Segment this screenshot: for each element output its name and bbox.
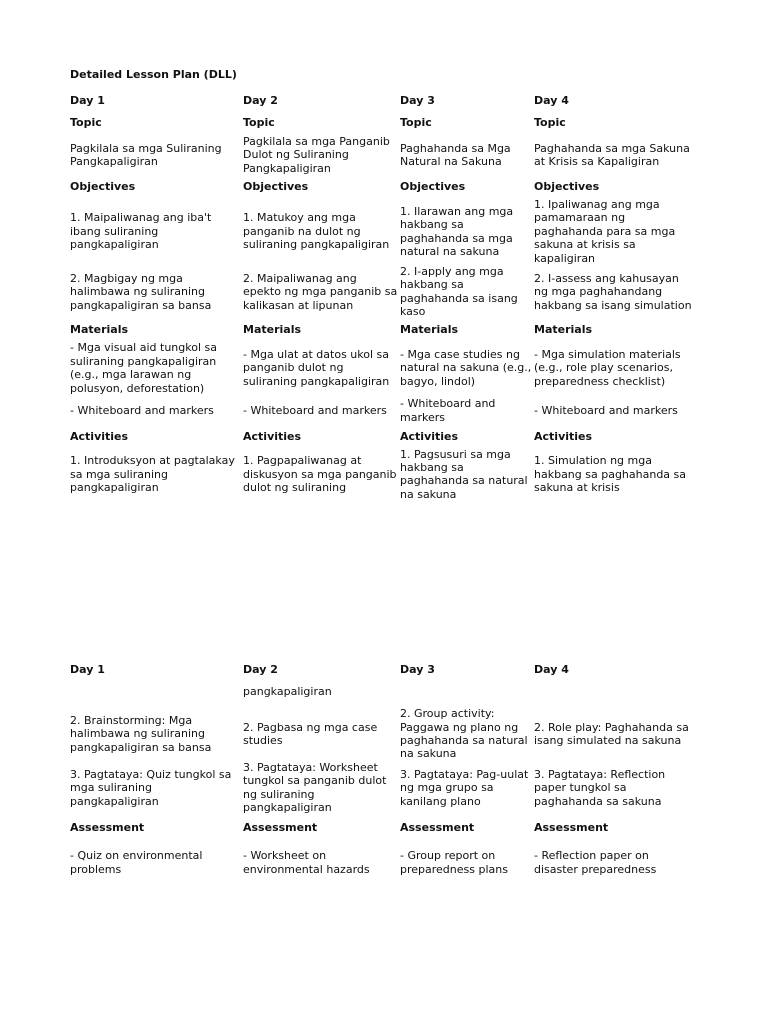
table-header-cell: Day 1 (70, 663, 105, 677)
table-cell: Paghahanda sa Mga Natural na Sakuna (400, 141, 511, 168)
table-header-cell: Objectives (534, 180, 600, 194)
table-cell (400, 677, 534, 707)
table-header-cell: Objectives (70, 180, 136, 194)
table-row (70, 677, 698, 707)
table-cell: 1. Ipaliwanag ang mga pamamaraan ng paghahanda para sa mga sakuna at krisis sa kapaligiran (534, 198, 676, 265)
table-header-cell: Activities (400, 429, 459, 443)
table-cell (534, 677, 698, 707)
table-header-cell: Day 3 (400, 94, 435, 108)
table-cell: 3. Pagtataya: Worksheet tungkol sa panganib dulot ng suliraning pangkapaligiran (243, 761, 387, 815)
table-header-cell: Topic (400, 116, 432, 130)
table-header-cell: Assessment (400, 820, 475, 834)
table-cell (70, 677, 243, 707)
table-cell: - Mga simulation materials (e.g., role play scenarios, preparedness checklist) (534, 348, 681, 388)
table-row (70, 448, 698, 502)
document-title: Detailed Lesson Plan (DLL) (70, 68, 237, 81)
table-row (70, 396, 698, 426)
table-cell: 3. Pagtataya: Quiz tungkol sa mga suliraning pangkapaligiran (70, 767, 232, 808)
table-row (70, 841, 698, 885)
table-header-cell: Topic (243, 116, 275, 130)
table-cell: Pagkilala sa mga Panganib Dulot ng Suliraning Pangkapaligiran (243, 134, 390, 175)
table-cell: 2. Magbigay ng mga halimbawa ng suliraning pangkapaligiran sa bansa (70, 271, 212, 312)
table-cell: - Worksheet on environmental hazards (243, 849, 370, 876)
table-header-cell: Objectives (400, 180, 466, 194)
table-header-cell: Materials (70, 322, 129, 336)
table-header-cell: Activities (534, 429, 593, 443)
table-row (70, 761, 698, 815)
table-row (70, 112, 698, 134)
table-cell: 1. Matukoy ang mga panganib na dulot ng suliraning pangkapaligiran (243, 211, 390, 252)
table-row (70, 707, 698, 761)
table-row (70, 176, 698, 198)
table-cell: 3. Pagtataya: Pag-uulat ng mga grupo sa kanilang plano (400, 767, 529, 808)
table-cell: 2. Pagbasa ng mga case studies (243, 720, 378, 747)
table-header-cell: Day 4 (534, 94, 569, 108)
table-cell: - Group report on preparedness plans (400, 849, 508, 876)
lesson-plan-table-part-1 (70, 90, 698, 501)
table-cell: 1. Pagsusuri sa mga hakbang sa paghahanda sa natural na sakuna (400, 447, 528, 501)
table-header-cell: Day 2 (243, 663, 278, 677)
table-header-cell: Materials (400, 322, 459, 336)
table-cell: pangkapaligiran (243, 685, 332, 699)
table-cell: - Whiteboard and markers (243, 403, 387, 417)
table-cell: 2. I-apply ang mga hakbang sa paghahanda sa isang kaso (400, 265, 518, 319)
table-row (70, 815, 698, 841)
table-header-cell: Topic (70, 116, 102, 130)
table-header-cell: Topic (534, 116, 566, 130)
table-row (70, 265, 698, 319)
table-cell: 2. Group activity: Paggawa ng plano ng paghahanda sa natural na sakuna (400, 707, 528, 761)
table-cell: Paghahanda sa mga Sakuna at Krisis sa Kapaligiran (534, 141, 690, 168)
table-cell: - Quiz on environmental problems (70, 849, 203, 876)
table-cell: Pagkilala sa mga Suliraning Pangkapaligiran (70, 141, 222, 168)
table-header-cell: Day 3 (400, 663, 435, 677)
table-header-cell: Day 4 (534, 663, 569, 677)
table-header-cell: Assessment (70, 820, 145, 834)
table-row (70, 319, 698, 341)
table-cell: - Whiteboard and markers (70, 403, 214, 417)
table-header-cell: Day 2 (243, 94, 278, 108)
table-row (70, 134, 698, 176)
table-header-cell: Assessment (534, 820, 609, 834)
table-header-cell: Activities (243, 429, 302, 443)
table-cell: - Whiteboard and markers (400, 397, 496, 424)
table-cell: - Whiteboard and markers (534, 403, 678, 417)
table-cell: 1. Ilarawan ang mga hakbang sa paghahanda sa mga natural na sakuna (400, 204, 514, 258)
table-header-cell: Activities (70, 429, 129, 443)
table-header-cell: Materials (243, 322, 302, 336)
table-header-cell: Day 1 (70, 94, 105, 108)
table-cell: - Mga ulat at datos ukol sa panganib dulot ng suliraning pangkapaligiran (243, 348, 390, 388)
table-cell: 2. I-assess ang kahusayan ng mga paghahandang hakbang sa isang simulation (534, 271, 692, 312)
table-cell: 2. Brainstorming: Mga halimbawa ng suliraning pangkapaligiran sa bansa (70, 713, 212, 754)
table-cell: 3. Pagtataya: Reflection paper tungkol sa paghahanda sa sakuna (534, 767, 666, 808)
table-cell: 1. Maipaliwanag ang iba't ibang suliraning pangkapaligiran (70, 211, 212, 252)
table-row (70, 90, 698, 112)
table-header-cell: Objectives (243, 180, 309, 194)
table-row (70, 198, 698, 265)
table-cell: 1. Pagpapaliwanag at diskusyon sa mga panganib dulot ng suliraning (243, 454, 397, 495)
table-row (70, 663, 698, 677)
table-row (70, 341, 698, 396)
table-row (70, 426, 698, 448)
table-cell: - Mga visual aid tungkol sa suliraning pangkapaligiran (e.g., mga larawan ng polusyon, deforestation) (70, 341, 217, 395)
table-cell: - Mga case studies ng natural na sakuna (e.g., bagyo, lindol) (400, 348, 532, 388)
table-cell: 2. Maipaliwanag ang epekto ng mga panganib sa kalikasan at lipunan (243, 271, 398, 312)
table-cell: 2. Role play: Paghahanda sa isang simulated na sakuna (534, 720, 689, 747)
table-header-cell: Assessment (243, 820, 318, 834)
table-cell: 1. Introduksyon at pagtalakay sa mga suliraning pangkapaligiran (70, 454, 235, 495)
table-header-cell: Materials (534, 322, 593, 336)
lesson-plan-table-part-2 (70, 663, 698, 885)
table-cell: 1. Simulation ng mga hakbang sa paghahanda sa sakuna at krisis (534, 454, 687, 495)
table-cell: - Reflection paper on disaster preparedness (534, 849, 657, 876)
